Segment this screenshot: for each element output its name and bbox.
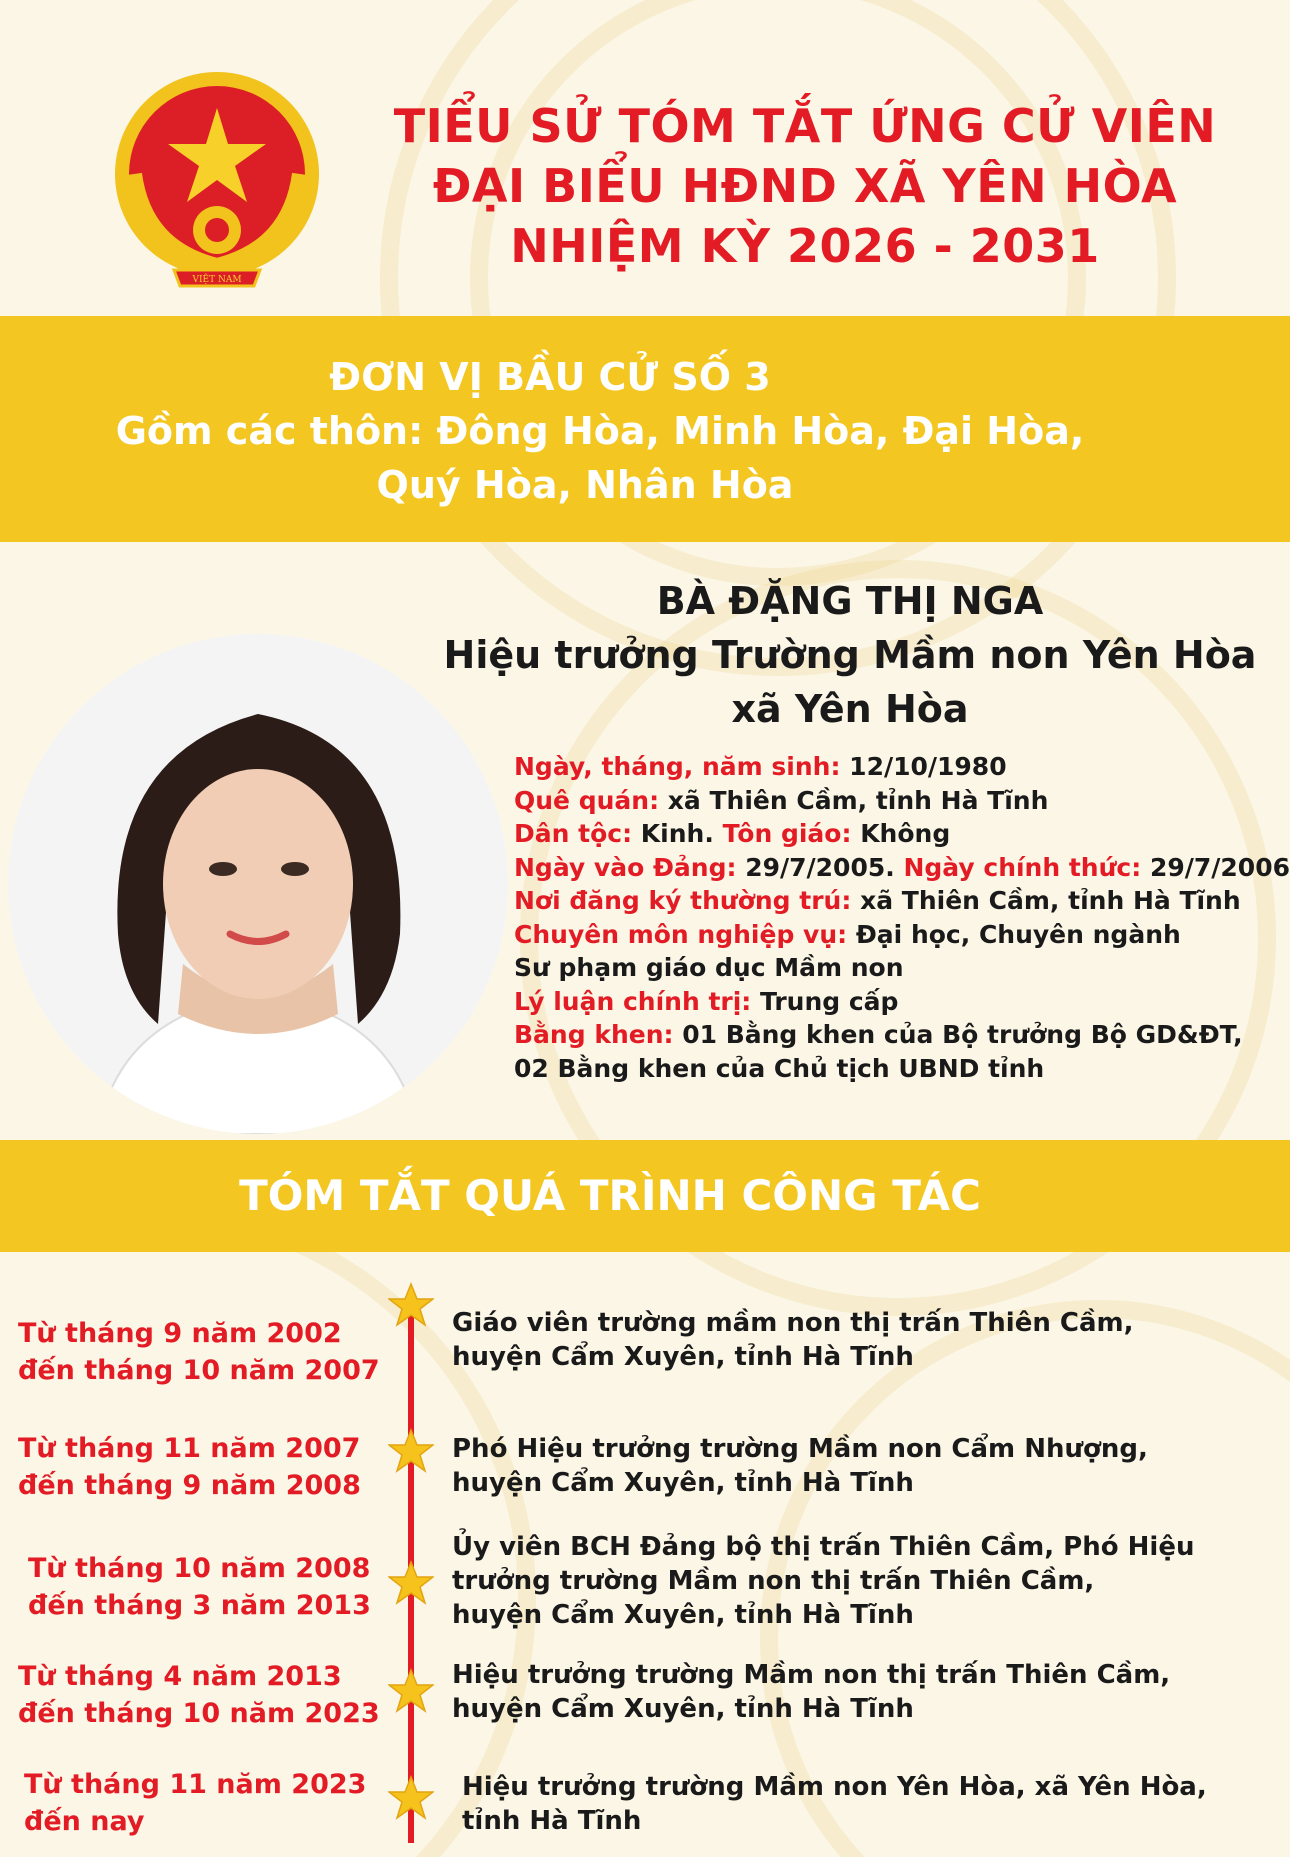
star-icon — [388, 1668, 434, 1714]
timeline-description: Giáo viên trường mầm non thị trấn Thiên Cầm, huyện Cẩm Xuyên, tỉnh Hà Tĩnh — [452, 1308, 1134, 1372]
star-icon — [388, 1775, 434, 1821]
timeline-description: Hiệu trưởng trường Mầm non thị trấn Thiên Cầm, huyện Cẩm Xuyên, tỉnh Hà Tĩnh — [452, 1660, 1171, 1724]
timeline-period: Từ tháng 11 năm 2007 đến tháng 9 năm 2008 — [18, 1433, 361, 1501]
info-party-dates: Ngày vào Đảng: 29/7/2005. Ngày chính thức: 29/7/2006 — [514, 852, 1290, 882]
timeline-period: Từ tháng 11 năm 2023 đến nay — [24, 1769, 367, 1837]
info-hometown: Quê quán: xã Thiên Cầm, tỉnh Hà Tĩnh — [514, 785, 1049, 815]
info-awards: Bằng khen: 01 Bằng khen của Bộ trưởng Bộ GD&ĐT, — [514, 1020, 1243, 1049]
timeline-description: Hiệu trưởng trường Mầm non Yên Hòa, xã Yên Hòa, tỉnh Hà Tĩnh — [462, 1772, 1207, 1836]
candidate-position: Hiệu trưởng Trường Mầm non Yên Hòa — [443, 633, 1257, 677]
unit-villages: Gồm các thôn: Đông Hòa, Minh Hòa, Đại Hòa, — [115, 409, 1085, 453]
info-profession-cont: Sư phạm giáo dục Mầm non — [514, 953, 904, 982]
info-birthdate: Ngày, tháng, năm sinh: 12/10/1980 — [514, 752, 1007, 781]
info-profession: Chuyên môn nghiệp vụ: Đại học, Chuyên ngành — [514, 919, 1181, 949]
title-line: ĐẠI BIỂU HĐND XÃ YÊN HÒA — [432, 159, 1178, 213]
national-emblem-icon — [104, 70, 330, 302]
candidate-commune: xã Yên Hòa — [731, 687, 969, 731]
star-icon — [388, 1282, 434, 1328]
timeline-description: Ủy viên BCH Đảng bộ thị trấn Thiên Cầm, Phó Hiệu trưởng trường Mầm non thị trấn Thiên Cầm, huyện Cẩm Xuyên, tỉnh Hà Tĩnh — [452, 1532, 1195, 1630]
candidate-info — [514, 750, 1290, 1085]
svg-text:VIỆT NAM: VIỆT NAM — [192, 275, 242, 285]
candidate-name-block — [410, 574, 1290, 736]
info-awards-cont: 02 Bằng khen của Chủ tịch UBND tỉnh — [514, 1053, 1045, 1083]
info-residence: Nơi đăng ký thường trú: xã Thiên Cầm, tỉnh Hà Tĩnh — [514, 886, 1241, 915]
timeline-period: Từ tháng 10 năm 2008 đến tháng 3 năm 2013 — [28, 1553, 371, 1621]
star-icon — [388, 1428, 434, 1474]
election-unit-text — [0, 350, 1290, 512]
timeline-description: Phó Hiệu trưởng trường Mầm non Cẩm Nhượng, huyện Cẩm Xuyên, tỉnh Hà Tĩnh — [452, 1434, 1148, 1498]
page-title — [340, 96, 1270, 276]
candidate-name: BÀ ĐẶNG THỊ NGA — [656, 579, 1044, 623]
star-icon — [388, 1560, 434, 1606]
timeline-period: Từ tháng 4 năm 2013 đến tháng 10 năm 2023 — [18, 1661, 380, 1729]
info-ethnicity-religion: Dân tộc: Kinh. Tôn giáo: Không — [514, 819, 951, 848]
unit-heading: ĐƠN VỊ BẦU CỬ SỐ 3 — [329, 355, 771, 399]
title-line: TIỂU SỬ TÓM TẮT ỨNG CỬ VIÊN — [393, 99, 1217, 153]
work-history-title: TÓM TẮT QUÁ TRÌNH CÔNG TÁC — [239, 1171, 981, 1220]
info-political-theory: Lý luận chính trị: Trung cấp — [514, 986, 899, 1016]
title-line: NHIỆM KỲ 2026 - 2031 — [510, 219, 1100, 273]
unit-villages: Quý Hòa, Nhân Hòa — [376, 463, 794, 507]
timeline-period: Từ tháng 9 năm 2002 đến tháng 10 năm 2007 — [18, 1318, 380, 1386]
